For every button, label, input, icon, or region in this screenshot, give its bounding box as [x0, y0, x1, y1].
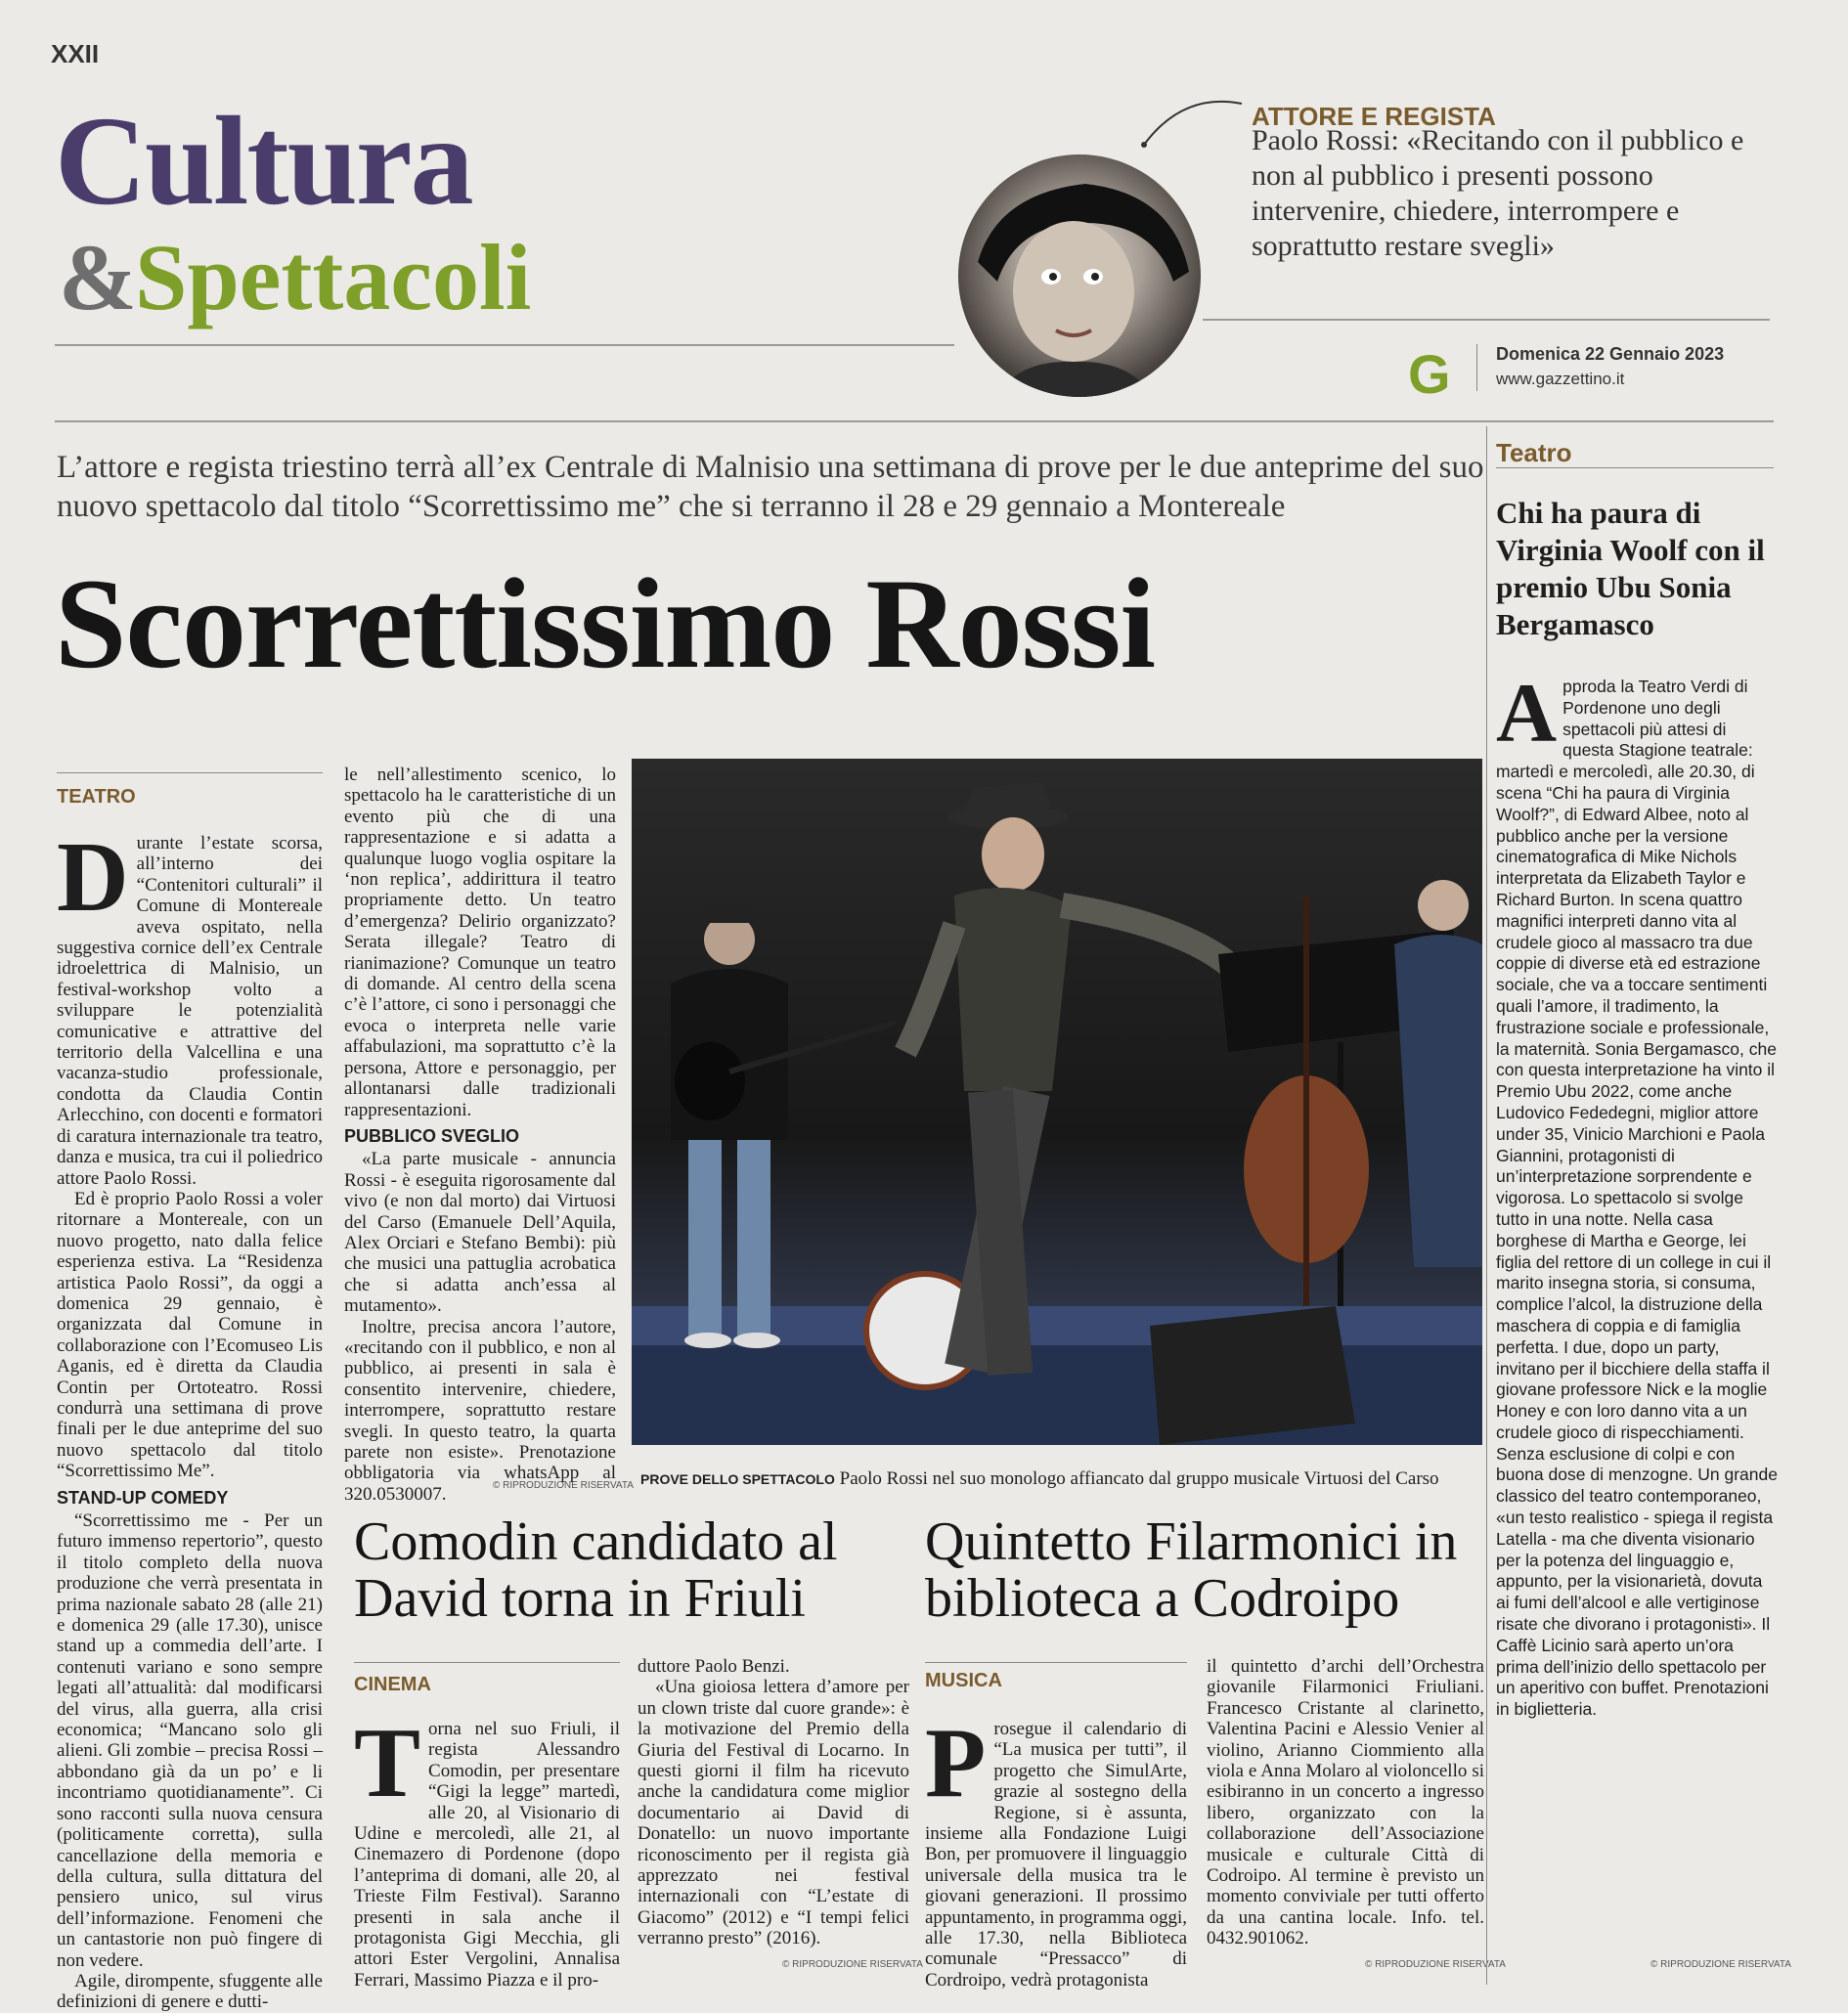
paragraph: pproda la Teatro Verdi di Pordenone uno degli spettacoli più attesi di questa Stagione teatrale: martedì e mercoledì, alle 20.30, di scena “Chi ha paura di Virginia Woolf?”, di Edward Albee, noto al pubblico anche per la versione cinematografica di Mike Nichols interpretata da Elizabeth Taylor e Richard Burton. In scena quattro magnifici interpreti danno vita al crudele gioco al massacro tra due coppie di diverse età ed estrazione sociale, che va a toccare sentimenti quali l’amore, il tradimento, la frustrazione sociale e professionale, la maternità. Sonia Bergamasco, che con questa interpretazione ha vinto il Premio Ubu 2022, come anche Ludovico Fededegni, miglior attore under 35, Vinicio Marchioni e Paola Giannini, protagonisti di un’interpretazione sorprendente e vigorosa. Lo spettacolo si svolge tutto in una notte. Nella casa borghese di Martha e George, lei figlia del rettore di un college in cui il marito insegna storia, si consuma, complice l’alcol, la distruzione della maschera di coppia e di famiglia perfetta. I due, dopo un party, invitano per il bicchiere della staffa il giovane professore Nick e la moglie Honey e con loro danno vita a un crudele gioco di rispecchiamenti. Senza esclusione di colpi e con buona dose di menzogne. Un grande classico del teatro contemporaneo, «un testo realistico - spiega il regista Latella - ma che diventa visionario per la potenza del linguaggio e, appunto, per la visionarietà, dovuta ai fumi dell’alcool e alle vertiginose risate che divorano i protagonisti». Il Caffè Licinio sarà aperto un’ora prima dell’inizio dello spettacolo per un aperitivo con buffet. Prenotazioni in biglietteria.	[1496, 677, 1778, 1720]
paragraph: le nell’allestimento scenico, lo spettacolo ha le caratteristiche di un evento più che di una rappresentazione e si adatta a qualunque luogo voglia ospitare la ‘non replica’, addirittura il teatro propriamente detto. Un teatro d’emergenza? Delirio organizzato? Serata illegale? Teatro di rianimazione? Comunque un teatro di domande. Al centro della scena c’è l’attore, ci sono i personaggi che evoca o interpreta nelle varie affabulazioni, ma soprattutto c’è la persona, Attore e personaggio, per allontanarsi dalle tradizionali rappresentazioni.	[344, 765, 616, 1120]
masthead-spettacoli: Spettacoli	[135, 225, 532, 329]
gazzettino-logo: G	[1408, 343, 1451, 405]
author-portrait	[958, 154, 1201, 397]
column-divider	[1486, 426, 1487, 1985]
portrait-illustration	[958, 154, 1201, 397]
paragraph: duttore Paolo Benzi.	[638, 1656, 790, 1677]
dropcap: P	[925, 1708, 987, 1818]
masthead-cultura: Cultura	[55, 91, 472, 232]
paragraph: Inoltre, precisa ancora l’autore, «recitando con il pubblico, e non al pubblico, ai presenti in sala è consentito intervenire, chiedere, interrompere, soprattutto restare svegli. In questo teatro, la quarta parete non esiste». Prenotazione obbligatoria via whatsApp al 320.0530007.	[344, 1316, 616, 1505]
section-rule	[354, 1662, 620, 1663]
subhead-standup: STAND-UP COMEDY	[57, 1487, 229, 1508]
masthead-ampersand: &	[59, 225, 137, 329]
copyright-note: © RIPRODUZIONE RISERVATA	[1365, 1959, 1506, 1970]
author-kicker: ATTORE E REGISTA	[1252, 102, 1496, 131]
quintetto-column-1	[925, 1708, 1187, 1991]
photo-caption	[640, 1468, 1481, 1490]
caption-kicker: PROVE DELLO SPETTACOLO	[640, 1471, 835, 1487]
section-rule	[57, 772, 323, 773]
issue-date: Domenica 22 Gennaio 2023	[1496, 344, 1725, 364]
dropcap: D	[57, 822, 129, 933]
quintetto-headline: Quintetto Filarmonici in biblioteca a Codroipo	[925, 1511, 1458, 1629]
dropcap: T	[354, 1708, 421, 1818]
copyright-note: © RIPRODUZIONE RISERVATA	[1650, 1959, 1791, 1970]
logo-divider	[1476, 344, 1477, 391]
paragraph: Ed è proprio Paolo Rossi a voler ritornare a Montereale, con un nuovo progetto, nato dalla felice esperienza estiva. La “Residenza artistica Paolo Rossi”, da oggi a domenica 29 gennaio, è organizzata dal Comune in collaborazione con l’Ecomuseo Lis Aganis, ed è diretta da Claudia Contin per Ortoteatro. Rossi condurrà una settimana di prove finali per le due anteprime del suo nuovo spettacolo dal titolo “Scorrettissimo Me”.	[57, 1188, 323, 1482]
quote-rule	[1203, 319, 1770, 321]
paragraph: «La parte musicale - annuncia Rossi - è eseguita rigorosamente dal vivo (e non dal morto) dai Virtuosi del Carso (Emanuele Dell’Aquila, Alex Orciari e Stefano Bembi): più che musici una pattuglia acrobatica che si adatta anch’essa al mutamento».	[344, 1149, 616, 1317]
paragraph: orna nel suo Friuli, il regista Alessandro Comodin, per presentare “Gigi la legge” martedì, alle 20, al Visionario di Udine e mercoledì, alle 21, al Cinemazero di Pordenone (dopo l’anteprima di domani, alle 20, al Trieste Film Festival). Saranno presenti in sala anche il protagonista Gigi Mecchia, gli attori Ester Vergolini, Annalisa Ferrari, Massimo Piazza e il pro-	[354, 1719, 620, 1991]
section-rule	[925, 1662, 1187, 1663]
paragraph: «Una gioiosa lettera d’amore per un clown triste dal cuore grande»: è la motivazione del Premio della Giuria del Festival di Locarno. In questi giorni il film ha ricevuto anche la candidatura come miglior documentario ai David di Donatello: un nuovo importante riconoscimento per il regista già apprezzato nei festival internazionali con “L’estate di Giacomo” (2012) e “I tempi felici verranno presto” (2016).	[638, 1677, 909, 1949]
copyright-note: © RIPRODUZIONE RISERVATA	[782, 1959, 923, 1970]
header-rule	[55, 420, 1774, 422]
article-column-1	[57, 822, 323, 2013]
comodin-column-1	[354, 1708, 620, 1991]
paragraph: rosegue il calendario di “La musica per tutti”, il progetto che SimulArte, grazie al sostegno della Regione, si è assunta, insieme alla Fondazione Luigi Bon, per promuovere il linguaggio universale della musica tra le giovani generazioni. Il prossimo appuntamento, in programma oggi, alle 17.30, nella Biblioteca comunale “Pressacco” di Cordroipo, vedrà protagonista	[925, 1719, 1187, 1991]
right-headline: Chi ha paura di Virginia Woolf con il premio Ubu Sonia Bergamasco	[1496, 496, 1765, 641]
paragraph: il quintetto d’archi dell’Orchestra giovanile Filarmonici Friuliani. Francesco Cristante al clarinetto, Valentina Pacini e Alessio Venier al violino, Arianno Ciommiento alla viola e Anna Molaro al violoncello si esibiranno in un concerto a ingresso libero, organizzato con la collaborazione dell’Associazione musicale e culturale Città di Codroipo. Al termine è previsto un momento conviviale per tutti offerto da una cantina locale. Info. tel. 0432.901062.	[1207, 1656, 1484, 1949]
masthead-rule	[55, 344, 954, 346]
subheadline: L’attore e regista triestino terrà all’ex Centrale di Malnisio una settimana di prove per le due anteprime del suo nuovo spettacolo dal titolo “Scorrettissimo me” che si terranno il 28 e 29 gennaio a Montereale	[57, 450, 1484, 524]
website: www.gazzettino.it	[1496, 370, 1625, 388]
stage-photo-illustration	[632, 759, 1482, 1445]
paragraph: Agile, dirompente, sfuggente alle definizioni di genere e dutti-	[57, 1970, 323, 2013]
section-label-cinema: CINEMA	[354, 1674, 431, 1695]
paragraph: urante l’estate scorsa, all’interno dei “Contenitori culturali” il Comune di Montereale aveva ospitato, nella suggestiva cornice dell’ex Centrale idroelettrica di Malnisio, un festival-workshop volto a sviluppare le potenzialità comunicative e attrattive del territorio della Valcellina e una vacanza-studio professionale, condotta da Claudia Contin Arlecchino, con docenti e formatori di caratura internazionale tra teatro, danza e musica, tra cui il poliedrico attore Paolo Rossi.	[57, 833, 323, 1189]
dropcap: A	[1496, 666, 1558, 760]
section-label-musica: MUSICA	[925, 1670, 1002, 1691]
copyright-note: © RIPRODUZIONE RISERVATA	[493, 1480, 634, 1491]
author-quote: Paolo Rossi: «Recitando con il pubblico e non al pubblico i presenti possono intervenire, chiedere, interrompere e soprattutto restare svegli»	[1252, 124, 1744, 262]
right-body	[1496, 666, 1778, 1721]
quintetto-column-2	[1207, 1656, 1484, 1949]
section-label-teatro: TEATRO	[57, 786, 136, 808]
comodin-column-2	[638, 1656, 909, 1949]
section-rule	[1496, 467, 1774, 468]
headline: Scorrettissimo Rossi	[55, 551, 1156, 695]
article-column-2	[344, 765, 616, 1505]
caption-text: Paolo Rossi nel suo monologo affiancato dal gruppo musicale Virtuosi del Carso	[839, 1468, 1439, 1489]
subhead-pubblico: PUBBLICO SVEGLIO	[344, 1125, 520, 1146]
page-number: XXII	[51, 39, 100, 68]
section-label-teatro-right: Teatro	[1496, 438, 1572, 467]
paragraph: “Scorrettissimo me - Per un futuro immenso repertorio”, questo il titolo completo della nuova produzione che verrà presentata in prima nazionale sabato 28 (alle 21) e domenica 29 (alle 17.30), unisce stand up a commedia dell’arte. I contenuti variano e sono sempre legati all’attualità: dal modificarsi del virus, alla guerra, alla crisi economica; “Mancano solo gli alieni. Gli zombie – precisa Rossi – abbondano già da un po’ e li incontriamo quotidianamente”. Ci sono racconti sulla nuova censura (politicamente corretta), sulla cancellazione della memoria e della cultura, sulla dittatura del pensiero unico, sul virus dell’informazione. Fenomeni che un cantastorie non può fingere di non vedere.	[57, 1510, 323, 1971]
pointer-arrow-icon	[1134, 92, 1252, 151]
comodin-headline: Comodin candidato al David torna in Friuli	[354, 1511, 838, 1629]
stage-photo	[632, 759, 1482, 1445]
